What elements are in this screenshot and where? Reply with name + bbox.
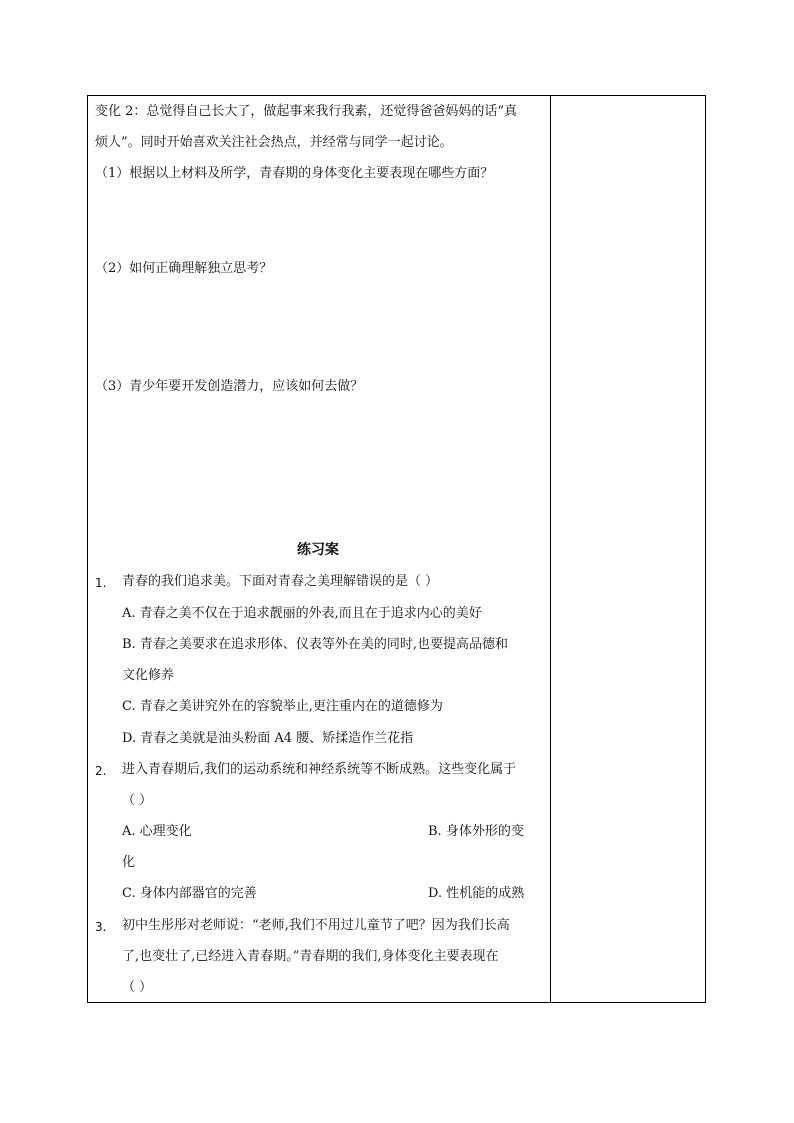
- worksheet-table: [87, 95, 706, 1003]
- item-2-option-b-cont: 化: [122, 855, 136, 870]
- item-1-option-b-cont: 文化修养: [122, 668, 175, 683]
- intro-line-1: 变化 2：总觉得自己长大了，做起事来我行我素，还觉得爸爸妈妈的话“真: [95, 104, 518, 119]
- item-3-number: 3.: [95, 920, 107, 934]
- item-1-number: 1.: [95, 576, 107, 590]
- item-2-option-d: D. 性机能的成熟: [428, 886, 525, 901]
- item-2-option-c: C. 身体内部器官的完善: [122, 886, 257, 901]
- item-3-stem-line-3: （ ）: [122, 980, 153, 995]
- item-2-option-a: A. 心理变化: [122, 824, 192, 839]
- item-2-stem-line-1: 进入青春期后,我们的运动系统和神经系统等不断成熟。这些变化属于: [122, 762, 517, 777]
- intro-line-2: 烦人”。同时开始喜欢关注社会热点，并经常与同学一起讨论。: [95, 135, 453, 150]
- column-divider: [550, 95, 551, 1003]
- item-1-option-d: D. 青春之美就是油头粉面 A4 腰、矫揉造作兰花指: [122, 731, 414, 746]
- item-3-stem-line-1: 初中生彤彤对老师说：“老师,我们不用过儿童节了吧？因为我们长高: [122, 918, 510, 933]
- item-1-stem: 青春的我们追求美。下面对青春之美理解错误的是（ ）: [122, 574, 439, 589]
- item-3-stem-line-2: 了,也变壮了,已经进入青春期。”青春期的我们,身体变化主要表现在: [122, 949, 499, 964]
- practice-title: 练习案: [297, 542, 339, 558]
- question-1: （1）根据以上材料及所学，青春期的身体变化主要表现在哪些方面？: [95, 166, 494, 181]
- item-1-option-b: B. 青春之美要求在追求形体、仪表等外在美的同时,也要提高品德和: [122, 637, 508, 652]
- item-1-option-c: C. 青春之美讲究外在的容貌举止,更注重内在的道德修为: [122, 699, 443, 714]
- item-2-number: 2.: [95, 764, 107, 778]
- item-2-stem-line-2: （ ）: [122, 793, 153, 808]
- item-1-option-a: A. 青春之美不仅在于追求靓丽的外表,而且在于追求内心的美好: [122, 606, 482, 621]
- question-2: （2）如何正确理解独立思考？: [95, 261, 273, 276]
- item-2-option-b: B. 身体外形的变: [428, 824, 524, 839]
- question-3: （3）青少年要开发创造潜力，应该如何去做？: [95, 379, 364, 394]
